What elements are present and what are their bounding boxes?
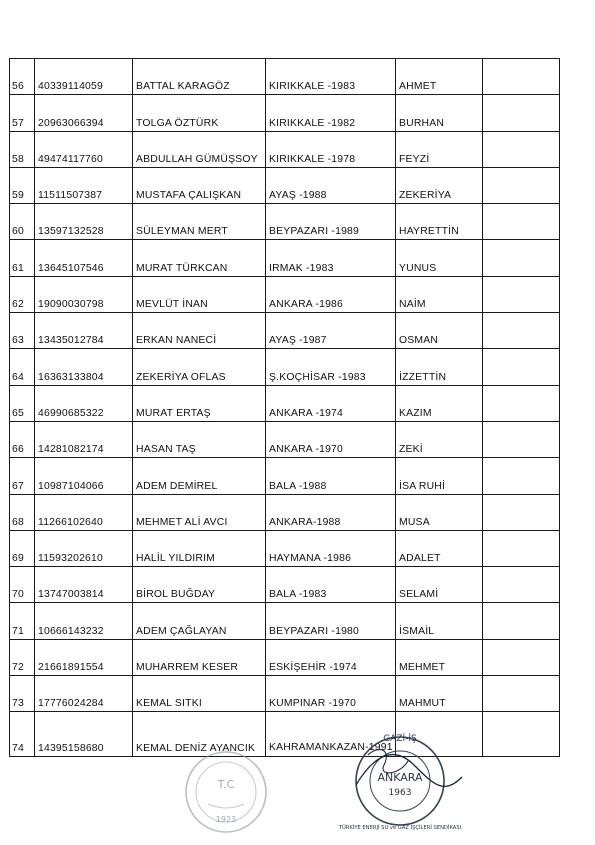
table-row [10, 131, 560, 167]
blank-cell [483, 204, 560, 240]
table-row [10, 313, 560, 349]
id-number-cell [35, 167, 133, 203]
table-row [10, 349, 560, 385]
father-name-cell [396, 567, 483, 603]
blank-cell [483, 458, 560, 494]
full-name-cell [133, 95, 266, 131]
id-number: 13435012784 [38, 335, 104, 347]
id-number: 11511507387 [38, 190, 103, 202]
blank-cell [483, 167, 560, 203]
father-name: MUSA [399, 516, 430, 528]
father-name: OSMAN [399, 335, 439, 347]
full-name-cell [133, 421, 266, 457]
birthplace-year-cell [266, 494, 396, 530]
id-number: 46990685322 [38, 407, 104, 419]
table-row [10, 458, 560, 494]
blank-cell [483, 349, 560, 385]
birthplace-year: AYAŞ -1988 [269, 190, 327, 202]
full-name-cell [133, 458, 266, 494]
seal-right-city: ANKARA [377, 771, 423, 784]
birthplace-year: IRMAK -1983 [269, 262, 334, 274]
row-number: 74 [12, 743, 24, 755]
full-name-cell [133, 59, 266, 95]
full-name: HASAN TAŞ [136, 444, 196, 456]
full-name-cell [133, 530, 266, 566]
birthplace-year: ANKARA -1974 [269, 407, 344, 419]
table-row [10, 603, 560, 639]
birthplace-year-cell [266, 349, 396, 385]
table-row [10, 639, 560, 675]
full-name: MURAT TÜRKCAN [136, 262, 228, 274]
blank-cell [483, 313, 560, 349]
row-number-cell [10, 59, 35, 95]
blank-cell [483, 59, 560, 95]
full-name-cell [133, 385, 266, 421]
father-name-cell [396, 458, 483, 494]
table-row [10, 567, 560, 603]
id-number: 11266102640 [38, 516, 103, 528]
row-number-cell [10, 712, 35, 757]
row-number: 61 [12, 262, 24, 274]
seal-right-year: 1963 [388, 788, 412, 798]
birthplace-year: ANKARA-1988 [269, 516, 341, 528]
birthplace-year: Ş.KOÇHİSAR -1983 [269, 371, 366, 383]
blank-cell [483, 639, 560, 675]
birthplace-year-cell [266, 567, 396, 603]
birthplace-year: ESKİŞEHİR -1974 [269, 662, 357, 674]
father-name-cell [396, 313, 483, 349]
father-name-cell [396, 421, 483, 457]
id-number: 21661891554 [38, 662, 104, 674]
father-name: SELAMİ [399, 589, 439, 601]
row-number: 71 [12, 625, 24, 637]
birthplace-year-cell [266, 639, 396, 675]
father-name: MAHMUT [399, 698, 446, 710]
full-name: MURAT ERTAŞ [136, 407, 211, 419]
row-number-cell [10, 530, 35, 566]
table-row [10, 167, 560, 203]
father-name: ZEKİ [399, 444, 423, 456]
blank-cell [483, 494, 560, 530]
father-name-cell [396, 95, 483, 131]
birthplace-year: BALA -1988 [269, 480, 327, 492]
birthplace-year: AYAŞ -1987 [269, 335, 327, 347]
id-number-cell [35, 349, 133, 385]
birthplace-year-cell [266, 131, 396, 167]
blank-cell [483, 131, 560, 167]
row-number: 70 [12, 589, 24, 601]
full-name: ERKAN NANECİ [136, 335, 217, 347]
id-number-cell [35, 240, 133, 276]
full-name-cell [133, 240, 266, 276]
birthplace-year: KUMPINAR -1970 [269, 698, 357, 710]
father-name-cell [396, 204, 483, 240]
birthplace-year-cell [266, 59, 396, 95]
seal-right-ring: TÜRKİYE ENERJİ SU ve GAZ İŞÇİLERİ SENDİKASI [338, 825, 462, 831]
id-number-cell [35, 313, 133, 349]
seal-left-center: T.C [217, 778, 235, 791]
table-row [10, 421, 560, 457]
member-table-body [10, 59, 560, 757]
id-number-cell [35, 567, 133, 603]
father-name-cell [396, 385, 483, 421]
id-number: 10987104066 [38, 480, 104, 492]
row-number-cell [10, 276, 35, 312]
full-name: KEMAL DENİZ AYANCIK [136, 743, 256, 755]
birthplace-year: BALA -1983 [269, 589, 327, 601]
father-name: ADALET [399, 553, 441, 565]
id-number-cell [35, 131, 133, 167]
full-name: ZEKERİYA OFLAS [136, 371, 226, 383]
birthplace-year-cell [266, 240, 396, 276]
row-number: 57 [12, 117, 24, 129]
full-name: ABDULLAH GÜMÜŞSOY [136, 153, 258, 165]
full-name-cell [133, 276, 266, 312]
birthplace-year: HAYMANA -1986 [269, 553, 352, 565]
birthplace-year: ANKARA -1986 [269, 299, 344, 311]
full-name-cell [133, 676, 266, 712]
father-name: İZZETTİN [399, 371, 447, 383]
id-number-cell [35, 530, 133, 566]
full-name-cell [133, 567, 266, 603]
blank-cell [483, 95, 560, 131]
birthplace-year: KIRIKKALE -1982 [269, 117, 356, 129]
birthplace-year-cell [266, 313, 396, 349]
row-number: 72 [12, 662, 24, 674]
id-number-cell [35, 276, 133, 312]
table-row [10, 712, 560, 757]
id-number-cell [35, 639, 133, 675]
full-name-cell [133, 313, 266, 349]
father-name-cell [396, 530, 483, 566]
id-number: 20963066394 [38, 117, 104, 129]
row-number: 64 [12, 371, 24, 383]
id-number-cell [35, 59, 133, 95]
birthplace-year-cell [266, 276, 396, 312]
id-number-cell [35, 458, 133, 494]
id-number: 49474117760 [38, 153, 103, 165]
full-name: BATTAL KARAGÖZ [136, 81, 230, 93]
blank-cell [483, 385, 560, 421]
full-name: ADEM ÇAĞLAYAN [136, 625, 227, 637]
table-row [10, 385, 560, 421]
father-name-cell [396, 240, 483, 276]
id-number-cell [35, 494, 133, 530]
id-number: 14395158680 [38, 743, 104, 755]
father-name-cell [396, 603, 483, 639]
blank-cell [483, 530, 560, 566]
row-number-cell [10, 458, 35, 494]
father-name-cell [396, 349, 483, 385]
row-number-cell [10, 603, 35, 639]
id-number-cell [35, 712, 133, 757]
birthplace-year: KIRIKKALE -1983 [269, 81, 356, 93]
table-row [10, 494, 560, 530]
table-row [10, 204, 560, 240]
id-number: 13597132528 [38, 226, 104, 238]
father-name: MEHMET [399, 662, 446, 674]
member-table-sheet [9, 58, 556, 757]
father-name-cell [396, 131, 483, 167]
birthplace-year: ANKARA -1970 [269, 444, 344, 456]
birthplace-year-cell [266, 95, 396, 131]
father-name-cell [396, 59, 483, 95]
row-number-cell [10, 131, 35, 167]
official-seal-left [178, 746, 274, 843]
father-name: YUNUS [399, 262, 437, 274]
blank-cell [483, 240, 560, 276]
full-name: HALİL YILDIRIM [136, 553, 216, 565]
father-name: KAZIM [399, 407, 432, 419]
blank-cell [483, 712, 560, 757]
table-row [10, 240, 560, 276]
row-number-cell [10, 385, 35, 421]
birthplace-year-cell [266, 458, 396, 494]
father-name: İSA RUHİ [399, 480, 446, 492]
table-row [10, 95, 560, 131]
id-number: 16363133804 [38, 371, 104, 383]
father-name-cell [396, 276, 483, 312]
id-number-cell [35, 385, 133, 421]
full-name: MEHMET ALİ AVCI [136, 516, 228, 528]
full-name-cell [133, 603, 266, 639]
row-number: 65 [12, 407, 24, 419]
id-number: 40339114059 [38, 81, 103, 93]
full-name: SÜLEYMAN MERT [136, 226, 228, 238]
row-number: 58 [12, 153, 24, 165]
seal-left-year: 1923 [215, 815, 237, 824]
father-name-cell [396, 639, 483, 675]
member-table [9, 58, 560, 757]
blank-cell [483, 676, 560, 712]
table-row [10, 276, 560, 312]
birthplace-year: KIRIKKALE -1978 [269, 153, 356, 165]
father-name: HAYRETTİN [399, 226, 459, 238]
birthplace-year-cell [266, 530, 396, 566]
table-row [10, 676, 560, 712]
seal-right-top: GAZİ-İŞ [383, 734, 417, 744]
father-name-cell [396, 494, 483, 530]
row-number: 56 [12, 81, 24, 93]
row-number-cell [10, 421, 35, 457]
row-number-cell [10, 95, 35, 131]
full-name: BİROL BUĞDAY [136, 589, 216, 601]
full-name-cell [133, 204, 266, 240]
row-number: 59 [12, 190, 24, 202]
full-name-cell [133, 639, 266, 675]
row-number-cell [10, 567, 35, 603]
id-number-cell [35, 204, 133, 240]
father-name: İSMAİL [399, 625, 435, 637]
full-name-cell [133, 349, 266, 385]
id-number: 13645107546 [38, 262, 104, 274]
union-seal-right [334, 725, 464, 845]
birthplace-year-cell [266, 167, 396, 203]
full-name: ADEM DEMİREL [136, 480, 218, 492]
full-name: MUHARREM KESER [136, 662, 239, 674]
row-number: 62 [12, 299, 24, 311]
birthplace-year: KAHRAMANKAZAN-​1991 [269, 742, 393, 754]
id-number: 10666143232 [38, 625, 104, 637]
row-number-cell [10, 349, 35, 385]
table-row [10, 59, 560, 95]
id-number-cell [35, 676, 133, 712]
father-name: ZEKERİYA [399, 190, 452, 202]
blank-cell [483, 567, 560, 603]
father-name-cell [396, 167, 483, 203]
birthplace-year-cell [266, 603, 396, 639]
blank-cell [483, 276, 560, 312]
father-name: NAİM [399, 299, 426, 311]
row-number-cell [10, 639, 35, 675]
father-name: FEYZİ [399, 153, 430, 165]
row-number-cell [10, 494, 35, 530]
full-name-cell [133, 167, 266, 203]
row-number: 73 [12, 698, 24, 710]
birthplace-year-cell [266, 421, 396, 457]
birthplace-year: BEYPAZARI -1989 [269, 226, 360, 238]
row-number-cell [10, 167, 35, 203]
id-number-cell [35, 95, 133, 131]
full-name-cell [133, 131, 266, 167]
row-number: 69 [12, 553, 24, 565]
row-number: 66 [12, 444, 24, 456]
row-number-cell [10, 313, 35, 349]
row-number-cell [10, 204, 35, 240]
id-number: 17776024284 [38, 698, 104, 710]
birthplace-year-cell [266, 676, 396, 712]
id-number-cell [35, 421, 133, 457]
full-name: MEVLÜT İNAN [136, 299, 208, 311]
id-number: 19090030798 [38, 299, 104, 311]
father-name: BURHAN [399, 117, 445, 129]
full-name-cell [133, 494, 266, 530]
row-number-cell [10, 240, 35, 276]
row-number: 63 [12, 335, 24, 347]
full-name: KEMAL SITKI [136, 698, 202, 710]
id-number-cell [35, 603, 133, 639]
birthplace-year-cell [266, 204, 396, 240]
row-number: 67 [12, 480, 24, 492]
father-name: AHMET [399, 81, 437, 93]
birthplace-year: BEYPAZARI -1980 [269, 625, 360, 637]
id-number: 11593202610 [38, 553, 103, 565]
birthplace-year-cell [266, 385, 396, 421]
table-row [10, 530, 560, 566]
id-number: 14281082174 [38, 444, 104, 456]
father-name-cell [396, 676, 483, 712]
id-number: 13747003814 [38, 589, 104, 601]
row-number: 68 [12, 516, 24, 528]
row-number: 60 [12, 226, 24, 238]
full-name: MUSTAFA ÇALIŞKAN [136, 190, 242, 202]
blank-cell [483, 421, 560, 457]
row-number-cell [10, 676, 35, 712]
blank-cell [483, 603, 560, 639]
full-name: TOLGA ÖZTÜRK [136, 117, 219, 129]
